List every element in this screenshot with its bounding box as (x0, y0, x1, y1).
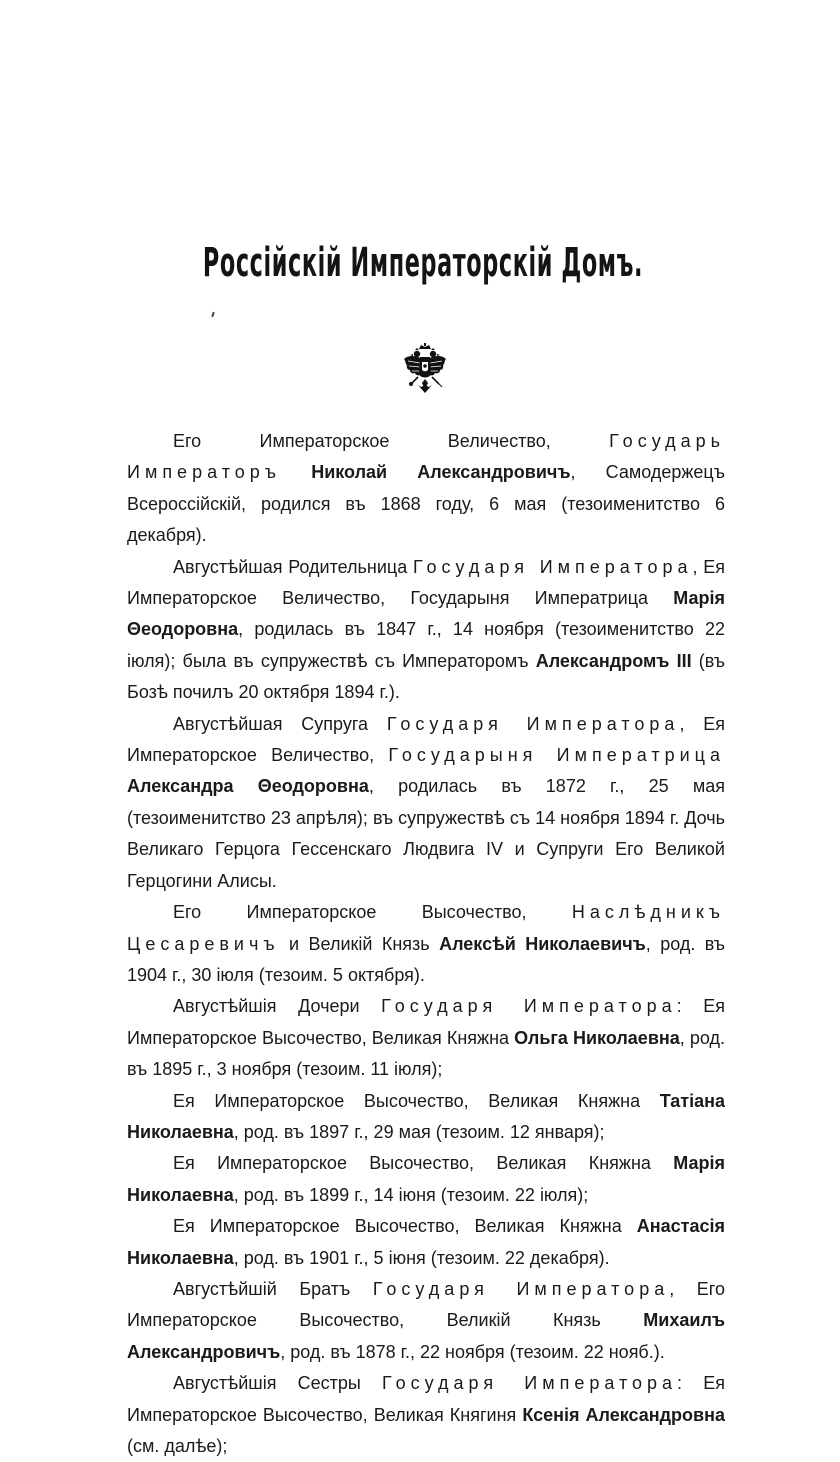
paragraph (127, 1274, 725, 1368)
spaced-title: Государя Императора (382, 1373, 678, 1394)
text-run: Августѣйшiя Дочери (173, 996, 382, 1017)
person-name: Марiя Николаевна (127, 1153, 725, 1205)
text-run: , род. въ 1904 г., 30 iюля (тезоим. 5 октября). (127, 933, 725, 985)
text-run: , род. въ 1901 г., 5 iюня (тезоим. 22 декабря). (233, 1247, 610, 1268)
text-run: , Самодержецъ Всероссiйскiй, родился въ 1868 году, 6 мая (тезоименитство 6 декабря). (127, 462, 725, 546)
double-headed-eagle-icon (402, 343, 448, 395)
person-name: Ксенiя Александровна (522, 1404, 725, 1425)
text-run: , Его Императорское Высочество, Великiй Князь (127, 1278, 725, 1331)
ink-speck (211, 312, 215, 317)
spaced-title: Государя Императора (381, 996, 677, 1017)
text-run: Августѣйшiй Братъ (173, 1278, 373, 1299)
spaced-title: Государь Императоръ (127, 431, 725, 483)
spaced-title: Государя Императора (412, 556, 693, 577)
paragraph (127, 1086, 725, 1149)
paragraph (127, 552, 725, 709)
text-run: Ея Императорское Высочество, Великая Княжна (173, 1090, 660, 1111)
text-run: , род. въ 1895 г., 3 ноября (тезоим. 11 iюля); (127, 1027, 725, 1080)
paragraph (127, 1368, 725, 1462)
person-name: Александра Θеодоровна (127, 776, 369, 797)
person-name: Николай Александровичъ (311, 462, 571, 483)
person-name: Алексѣй Николаевичъ (439, 933, 646, 954)
person-name: Анастасiя Николаевна (127, 1216, 725, 1268)
paragraph (127, 991, 725, 1085)
text-run: , род. въ 1899 г., 14 iюня (тезоим. 22 iюля); (233, 1184, 589, 1205)
text-run: , род. въ 1878 г., 22 ноября (тезоим. 22 нояб.). (280, 1341, 665, 1362)
page-title: Россiйскiй Императорскiй Домъ. (202, 240, 644, 286)
person-name: Татiана Николаевна (127, 1090, 725, 1142)
person-name: Ольга Николаевна (514, 1027, 680, 1048)
spaced-title: Наслѣдникъ Цесаревичъ (127, 902, 725, 954)
spaced-title: Государя Императора (386, 713, 680, 734)
paragraph (127, 1148, 725, 1211)
spaced-title: Государя Императора (372, 1278, 670, 1299)
text-run: Августѣйшая Супруга (173, 713, 387, 734)
person-name: Александромъ III (535, 650, 692, 671)
text-run (281, 462, 311, 482)
body-text (127, 426, 725, 1462)
text-run: Августѣйшiя Сестры (173, 1373, 383, 1394)
text-run: , Ея Императорское Величество, Государыня Императрица (127, 556, 725, 609)
paragraph (127, 1211, 725, 1274)
paragraph (127, 897, 725, 991)
spaced-title: Государыня Императрица (388, 745, 726, 766)
text-run: и Великiй Князь (279, 933, 440, 954)
text-run: Его Императорское Высочество, (173, 902, 572, 923)
text-run: Ея Императорское Высочество, Великая Княжна (173, 1216, 637, 1237)
text-run: (въ Бозѣ почилъ 20 октября 1894 г.). (127, 650, 725, 703)
paragraph (127, 709, 725, 897)
text-run: (см. далѣе); (127, 1436, 228, 1456)
text-run: : Ея Императорское Высочество, Великая Княгиня (127, 1373, 725, 1425)
text-run: : Ея Императорское Высочество, Великая Княжна (127, 996, 725, 1048)
person-name: Марiя Θеодоровна (127, 588, 725, 640)
paragraph (127, 426, 725, 552)
person-name: Михаилъ Александровичъ (127, 1310, 725, 1362)
text-run: , род. въ 1897 г., 29 мая (тезоим. 12 января); (233, 1121, 605, 1142)
text-run: Ея Императорское Высочество, Великая Княжна (173, 1153, 674, 1174)
text-run: , Ея Императорское Величество, (127, 713, 726, 766)
text-run: Его Императорское Величество, (173, 431, 610, 451)
text-run: , родилась въ 1847 г., 14 ноября (тезоименитство 22 iюля); была въ супружествѣ съ Императоромъ (127, 619, 725, 671)
text-run: Августѣйшая Родительница (173, 556, 413, 577)
text-run: , родилась въ 1872 г., 25 мая (тезоименитство 23 апрѣля); въ супружествѣ съ 14 ноября 1894 г. Дочь Великаго Герцога Гессенскаго Людвига IV и Супруги Его Великой Герцогини Алисы. (127, 776, 725, 891)
